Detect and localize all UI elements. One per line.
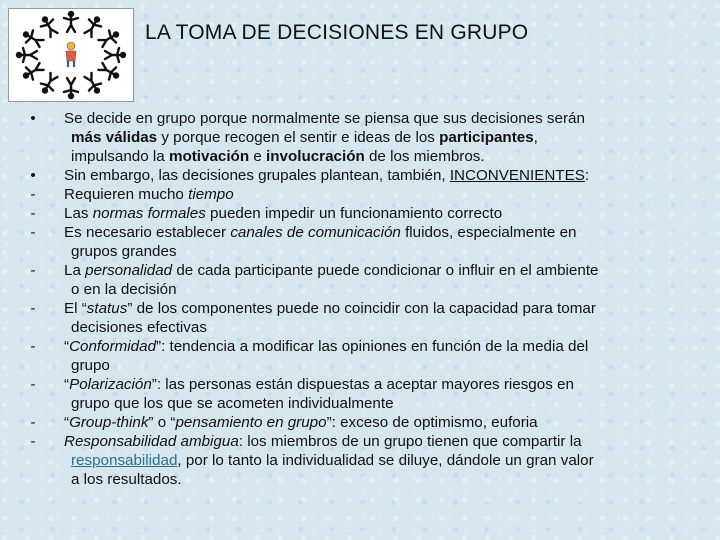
text-run: tiempo — [188, 186, 234, 203]
person-figure — [37, 71, 60, 96]
text-run: de cada participante puede condicionar o influir en el ambiente — [172, 262, 599, 279]
list-item-first-line — [64, 261, 702, 280]
text-run: decisiones efectivas — [71, 319, 207, 336]
text-run: ”: las personas están dispuestas a aceptar mayores riesgos en — [151, 376, 574, 393]
text-run: pueden impedir un funcionamiento correcto — [205, 205, 503, 222]
list-item — [26, 166, 702, 185]
text-run: a los resultados. — [71, 471, 182, 488]
dash-marker: - — [30, 376, 36, 393]
list-item — [26, 204, 702, 223]
text-run: Se decide en grupo porque normalmente se piensa que sus decisiones serán — [64, 110, 585, 127]
list-item-first-line — [64, 185, 702, 204]
text-run: Responsabilidad ambigua — [64, 433, 239, 450]
text-run: ”: tendencia a modificar las opiniones en función de la media del — [156, 338, 589, 355]
text-run: canales de comunicación — [230, 224, 401, 241]
list-item-first-line — [64, 337, 702, 356]
dash-marker: - — [30, 433, 36, 450]
person-figure — [64, 78, 78, 99]
person-figure — [97, 60, 122, 83]
list-item-continuation — [71, 356, 702, 375]
text-run: grupo — [71, 357, 110, 374]
text-run: fluidos, especialmente en — [400, 224, 577, 241]
text-run: , — [533, 129, 538, 146]
list-item — [26, 432, 702, 489]
list-item-continuation — [71, 128, 702, 166]
dash-marker: - — [30, 205, 36, 222]
dash-marker: - — [30, 414, 36, 431]
person-figure — [97, 27, 122, 50]
text-run: Conformidad — [69, 338, 157, 355]
list-item — [26, 299, 702, 337]
person-figure — [82, 71, 105, 96]
list-item-first-line — [64, 204, 702, 223]
text-run: ” de los componentes puede no coincidir con la capacidad para tomar — [127, 300, 596, 317]
slide-title: LA TOMA DE DECISIONES EN GRUPO — [145, 21, 529, 44]
text-run: normas formales — [92, 205, 206, 222]
text-run: ” o “ — [148, 414, 176, 431]
dash-marker: - — [30, 224, 36, 241]
list-item-first-line — [64, 432, 702, 451]
text-run: Polarización — [69, 376, 152, 393]
person-figure — [82, 13, 105, 38]
bullet-marker: • — [30, 167, 36, 184]
dash-marker: - — [30, 300, 36, 317]
bullet-list — [26, 109, 702, 489]
text-run: : los miembros de un grupo tienen que compartir la — [238, 433, 582, 450]
text-run: motivación — [168, 148, 250, 165]
text-run: impulsando la — [71, 148, 169, 165]
text-run: El “ — [64, 300, 87, 317]
text-run: Las — [64, 205, 93, 222]
text-run: de los miembros. — [364, 148, 485, 165]
text-run: status — [86, 300, 128, 317]
list-item-continuation — [71, 280, 702, 299]
text-run: “ — [64, 376, 70, 393]
list-item — [26, 223, 702, 261]
person-figure — [20, 60, 45, 83]
text-run: “ — [64, 414, 70, 431]
person-figure — [20, 27, 45, 50]
text-run: participantes — [439, 129, 534, 146]
text-run: , por lo tanto la individualidad se diluye, dándole un gran valor — [177, 452, 594, 469]
list-item-first-line — [64, 375, 702, 394]
text-run: INCONVENIENTES — [449, 167, 585, 184]
text-run: o en la decisión — [71, 281, 177, 298]
text-run: personalidad — [85, 262, 173, 279]
person-figure — [37, 13, 60, 38]
text-run: e — [249, 148, 267, 165]
text-run: Group-think — [69, 414, 149, 431]
text-run: grupo que los que se acometen individualmente — [71, 395, 394, 412]
text-run: pensamiento en grupo — [175, 414, 327, 431]
list-item — [26, 261, 702, 299]
text-run: ”: exceso de optimismo, euforia — [326, 414, 538, 431]
dash-marker: - — [30, 186, 36, 203]
person-figure — [16, 48, 37, 62]
list-item — [26, 185, 702, 204]
text-run: Es necesario establecer — [64, 224, 231, 241]
people-circle-icon — [9, 9, 133, 101]
text-run: “ — [64, 338, 70, 355]
person-figure — [105, 48, 126, 62]
bullet-marker: • — [30, 110, 36, 127]
text-run: involucración — [266, 148, 365, 165]
list-item-continuation — [71, 394, 702, 413]
text-run: Sin embargo, las decisiones grupales plantean, también, — [64, 167, 450, 184]
list-item-first-line — [64, 223, 702, 242]
dash-marker: - — [30, 262, 36, 279]
person-figure — [64, 11, 78, 32]
list-item-first-line — [64, 166, 702, 185]
list-item — [26, 413, 702, 432]
list-item — [26, 109, 702, 166]
text-run: La — [64, 262, 86, 279]
text-run: y porque recogen el sentir e ideas de los — [157, 129, 440, 146]
list-item-first-line — [64, 299, 702, 318]
list-item-continuation — [71, 242, 702, 261]
list-item — [26, 337, 702, 375]
text-run: : — [584, 167, 590, 184]
list-item-continuation — [71, 318, 702, 337]
dash-marker: - — [30, 338, 36, 355]
responsabilidad-link[interactable]: responsabilidad — [71, 452, 178, 469]
text-run: más válidas — [71, 129, 158, 146]
list-item-first-line — [64, 109, 702, 128]
people-circle-logo — [8, 8, 134, 102]
center-figure — [66, 42, 76, 67]
list-item — [26, 375, 702, 413]
text-run: Requieren mucho — [64, 186, 189, 203]
text-run: grupos grandes — [71, 243, 177, 260]
list-item-continuation — [71, 451, 702, 489]
list-item-first-line — [64, 413, 702, 432]
